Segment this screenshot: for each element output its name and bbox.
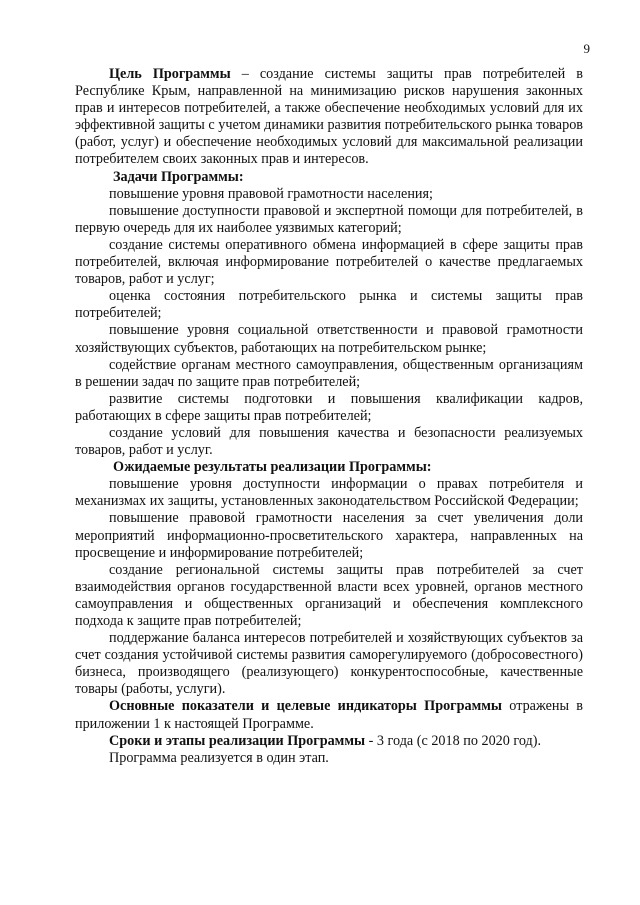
task-item: развитие системы подготовки и повышения квалификации кадров, работающих в сфере защиты прав потребителей;: [75, 390, 583, 424]
stage-note: Программа реализуется в один этап.: [109, 749, 329, 766]
result-item: поддержание баланса интересов потребителей и хозяйствующих субъектов за счет создания устойчивой системы развития саморегулируемого (добросовестного) бизнеса, производящего (реализующего) конкурентоспособные, качественные товары (работы, услуги).: [75, 630, 583, 698]
page-number: 9: [583, 41, 590, 56]
result-item: повышение уровня доступности информации о правах потребителя и механизмах их защиты, установленных законодательством Российской Федерации;: [75, 476, 583, 510]
results-label: Ожидаемые результаты реализации Программы:: [113, 459, 432, 476]
indicators-label: Основные показатели и целевые индикаторы Программы: [109, 698, 503, 715]
result-item: создание региональной системы защиты прав потребителей за счет взаимодействия органов государственной власти всех уровней, органов местного самоуправления и общественных организаций и обеспечения комплексного подхода к защите прав потребителей;: [75, 561, 583, 629]
indicators-paragraph: [75, 698, 583, 732]
timing-paragraph: [75, 733, 583, 750]
task-item: создание системы оперативного обмена информацией в сфере защиты прав потребителей, включая информирование потребителей о качестве предлагаемых товаров, работ и услуг;: [75, 236, 583, 288]
goal-paragraph: [75, 66, 583, 169]
task-item: содействие органам местного самоуправления, общественным организациям в решении задач по защите прав потребителей;: [75, 356, 583, 390]
tasks-label: Задачи Программы:: [113, 168, 244, 185]
timing-text: - 3 года (с 2018 по 2020 год).: [365, 732, 542, 749]
result-item: повышение правовой грамотности населения за счет увеличения доли мероприятий информационно-просветительского характера, направленных на просвещение и информирование потребителей;: [75, 510, 583, 561]
goal-text: – создание системы защиты прав потребителей в Республике Крым, направленной на минимизацию рисков нарушения законных прав и интересов потребителей, а также обеспечение необходимых условий для их эффективной защиты с учетом динамики развития потребительского рынка товаров (работ, услуг) и обеспечение необходимых условий для максимальной реализации потребителем своих законных прав и интересов.: [75, 66, 583, 168]
task-item: повышение уровня правовой грамотности населения;: [109, 185, 433, 202]
task-item: повышение доступности правовой и экспертной помощи для потребителей, в первую очередь для их наиболее уязвимых категорий;: [75, 202, 583, 236]
task-item: повышение уровня социальной ответственности и правовой грамотности хозяйствующих субъектов, работающих на потребительском рынке;: [75, 322, 583, 356]
task-item: оценка состояния потребительского рынка и системы защиты прав потребителей;: [75, 288, 583, 322]
indicators-text: отражены в приложении 1 к настоящей Программе.: [75, 698, 583, 732]
results-heading: [75, 459, 583, 476]
timing-label: Сроки и этапы реализации Программы: [109, 732, 366, 749]
task-item: создание условий для повышения качества и безопасности реализуемых товаров, работ и услуг.: [75, 424, 583, 459]
document-body: [75, 66, 583, 767]
goal-label: Цель Программы: [109, 66, 231, 82]
tasks-heading: [75, 169, 583, 186]
